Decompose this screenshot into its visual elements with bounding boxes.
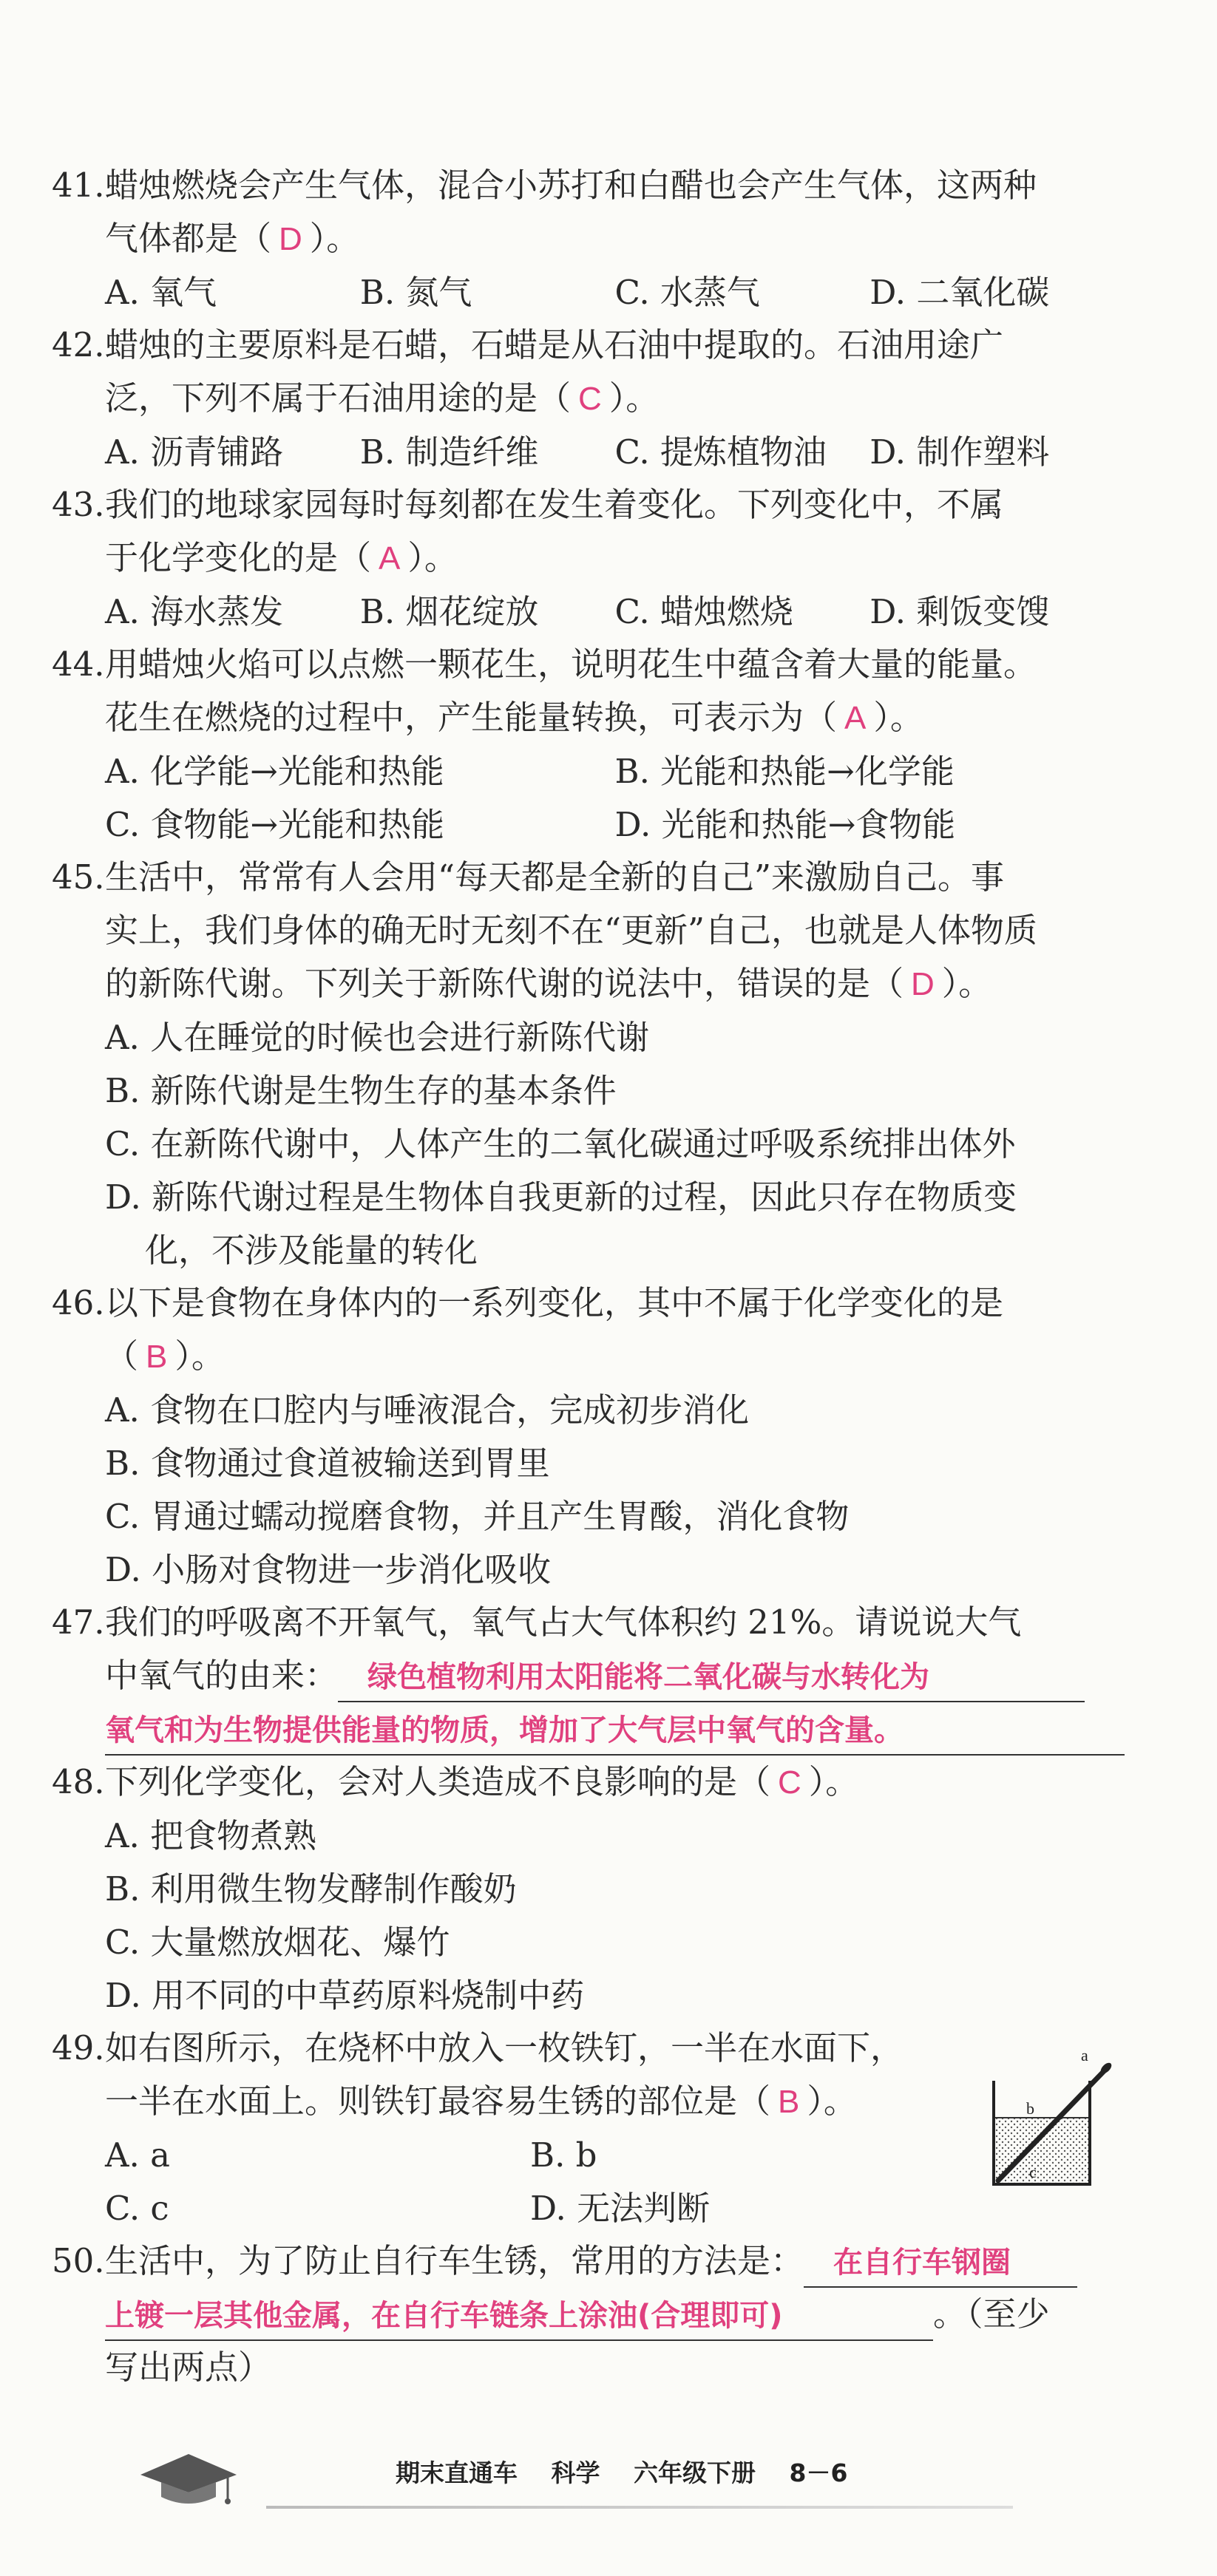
option-d: D. 光能和热能→食物能 (614, 805, 956, 844)
option-a: A. 人在睡觉的时候也会进行新陈代谢 (105, 1018, 650, 1057)
question-number: 41. (52, 166, 105, 205)
question-number: 50. (52, 2241, 105, 2280)
option-d: D. 无法判断 (530, 2189, 711, 2228)
option-a: A. a (105, 2135, 170, 2175)
question-stem: 。（至少 (933, 2294, 1050, 2334)
option-d: D. 用不同的中草药原料烧制中药 (105, 1976, 585, 2015)
option-c: C. 胃通过蠕动搅磨食物，并且产生胃酸，消化食物 (105, 1497, 850, 1536)
question-stem: 我们的呼吸离不开氧气，氧气占大气体积约 21%。请说说大气 (105, 1603, 1022, 1642)
question-stem: （ (105, 1336, 139, 1376)
question-49 (52, 2022, 1125, 2235)
question-stem: 花生在燃烧的过程中，产生能量转换，可表示为（ (105, 698, 838, 737)
option-a: A. 氧气 (105, 273, 217, 312)
footer-book-title: 期末直通车 (396, 2458, 518, 2487)
question-stem: ）。 (808, 1762, 859, 1801)
option-a: A. 食物在口腔内与唾液混合，完成初步消化 (105, 1390, 750, 1430)
option-b: B. 新陈代谢是生物生存的基本条件 (105, 1071, 617, 1110)
graduation-cap-icon (133, 2447, 244, 2513)
option-a: A. 化学能→光能和热能 (105, 752, 444, 791)
question-number: 42. (52, 325, 105, 364)
question-stem: 以下是食物在身体内的一系列变化，其中不属于化学变化的是 (105, 1283, 1004, 1322)
question-stem: 如右图所示，在烧杯中放入一枚铁钉，一半在水面下， (105, 2028, 904, 2067)
option-b: B. 制造纤维 (359, 432, 539, 472)
question-number: 45. (52, 857, 105, 897)
question-number: 47. (52, 1603, 105, 1642)
question-stem: 泛，下列不属于石油用途的是（ (105, 378, 572, 418)
option-d: D. 二氧化碳 (869, 273, 1050, 312)
question-stem: 生活中，常常有人会用“每天都是全新的自己”来激励自己。事 (105, 857, 1005, 897)
option-c: C. 大量燃放烟花、爆竹 (105, 1923, 450, 1962)
option-d: D. 小肠对食物进一步消化吸收 (105, 1550, 552, 1589)
question-stem: ）。 (174, 1336, 225, 1376)
question-stem: 下列化学变化，会对人类造成不良影响的是（ (105, 1762, 771, 1801)
label-b: b (1026, 2099, 1034, 2118)
question-45 (52, 851, 1125, 1277)
answer-mark: D (911, 966, 935, 1002)
option-b: B. 烟花绽放 (359, 592, 539, 631)
option-b: B. 食物通过食道被输送到胃里 (105, 1444, 550, 1483)
option-c: C. 蜡烛燃烧 (614, 592, 793, 631)
option-d: D. 新陈代谢过程是生物体自我更新的过程，因此只存在物质变 (105, 1177, 1017, 1217)
option-c: C. 提炼植物油 (614, 432, 827, 472)
option-d-continued: 化，不涉及能量的转化 (145, 1231, 478, 1270)
question-stem: ）。 (309, 219, 360, 258)
footer-subject: 科学 (551, 2458, 600, 2487)
answer-mark: D (279, 221, 302, 257)
answer-mark: C (778, 1764, 801, 1801)
question-stem: ）。 (608, 378, 660, 418)
question-43 (52, 478, 1125, 639)
option-c: C. 食物能→光能和热能 (105, 805, 445, 844)
question-stem: 蜡烛燃烧会产生气体，混合小苏打和白醋也会产生气体，这两种 (105, 166, 1037, 205)
footer-info (396, 2454, 872, 2489)
question-stem: 蜡烛的主要原料是石蜡，石蜡是从石油中提取的。石油用途广 (105, 325, 1004, 364)
option-c: C. c (105, 2189, 169, 2228)
question-stem: 写出两点） (105, 2348, 272, 2387)
question-number: 44. (52, 645, 105, 684)
question-number: 46. (52, 1283, 105, 1322)
option-d: D. 制作塑料 (869, 432, 1050, 472)
question-48 (52, 1756, 1125, 2022)
question-stem: 于化学变化的是（ (105, 538, 372, 577)
footer-page-number: 8－6 (789, 2458, 848, 2487)
answer-mark: A (379, 540, 401, 577)
option-d: D. 剩饭变馊 (869, 592, 1050, 631)
option-b: B. 氮气 (359, 273, 472, 312)
question-stem: 实上，我们身体的确无时无刻不在“更新”自己，也就是人体物质 (105, 911, 1038, 950)
question-number: 43. (52, 485, 105, 524)
question-stem: 中氧气的由来： (105, 1656, 339, 1695)
option-b: B. 利用微生物发酵制作酸奶 (105, 1869, 517, 1909)
option-a: A. 沥青铺路 (105, 432, 284, 472)
question-stem: 的新陈代谢。下列关于新陈代谢的说法中，错误的是（ (105, 964, 904, 1003)
answer-fill-line: 上镀一层其他金属，在自行车链条上涂油(合理即可) (105, 2292, 933, 2341)
question-number: 48. (52, 1762, 105, 1801)
answer-fill-line: 绿色植物利用太阳能将二氧化碳与水转化为 (338, 1654, 1085, 1702)
question-stem: 我们的地球家园每时每刻都在发生着变化。下列变化中，不属 (105, 485, 1004, 524)
footer-grade: 六年级下册 (634, 2458, 756, 2487)
option-a: A. 海水蒸发 (105, 592, 284, 631)
beaker-iron-nail-figure (983, 2040, 1124, 2195)
question-stem: ）。 (941, 964, 992, 1003)
option-c: C. 水蒸气 (614, 273, 760, 312)
question-stem: ）。 (873, 698, 923, 737)
question-42 (52, 319, 1125, 479)
question-stem: ）。 (407, 538, 458, 577)
question-number: 49. (52, 2028, 105, 2067)
question-stem: 一半在水面上。则铁钉最容易生锈的部位是（ (105, 2081, 771, 2121)
answer-fill-line: 在自行车钢圈 (804, 2239, 1077, 2288)
label-c: c (1029, 2163, 1037, 2181)
answer-mark: A (844, 700, 867, 736)
question-stem: 用蜡烛火焰可以点燃一颗花生，说明花生中蕴含着大量的能量。 (105, 645, 1037, 684)
question-44 (52, 638, 1125, 852)
option-b: B. 光能和热能→化学能 (614, 752, 955, 791)
page-footer (0, 2439, 1217, 2528)
answer-mark: B (778, 2084, 800, 2120)
option-b: B. b (530, 2135, 597, 2175)
question-stem: ）。 (807, 2081, 857, 2121)
footer-divider (266, 2506, 1013, 2509)
question-stem: 气体都是（ (105, 219, 272, 258)
answer-mark: C (578, 381, 602, 417)
option-c: C. 在新陈代谢中，人体产生的二氧化碳通过呼吸系统排出体外 (105, 1124, 1016, 1163)
question-stem: 生活中，为了防止自行车生锈，常用的方法是： (105, 2241, 804, 2280)
question-41 (52, 159, 1125, 319)
answer-mark: B (146, 1339, 168, 1375)
question-46 (52, 1277, 1125, 1597)
question-50 (52, 2235, 1125, 2394)
option-a: A. 把食物煮熟 (105, 1816, 317, 1855)
answer-fill-line: 氧气和为生物提供能量的物质，增加了大气层中氧气的含量。 (105, 1707, 1125, 1756)
question-47 (52, 1596, 1125, 1756)
label-a: a (1081, 2046, 1088, 2064)
